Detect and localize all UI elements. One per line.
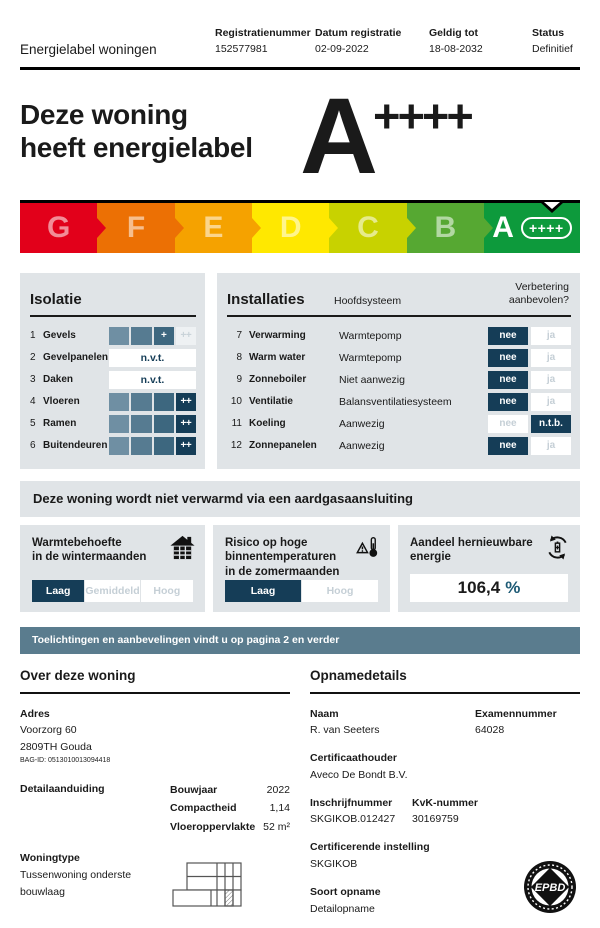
score-bar (109, 437, 196, 455)
isolatie-row-gevels (30, 327, 196, 345)
row-label: Daken (43, 374, 109, 385)
advice-pill-ja: ja (531, 437, 571, 455)
row-number: 5 (30, 418, 43, 429)
header-field-status (532, 26, 580, 58)
scale-band-f (97, 203, 174, 253)
warmtebehoefte-box (20, 525, 205, 612)
isolatie-row-daken (30, 371, 196, 389)
scale-band-d (252, 203, 329, 253)
adres-line1: Voorzorg 60 (20, 722, 290, 739)
score-cell (131, 415, 151, 433)
adres-line2: 2809TH Gouda (20, 739, 290, 756)
field-label: Geldig tot (429, 26, 532, 42)
fact-value: 52 m² (263, 818, 290, 836)
band-plus-badge: ++++ (521, 217, 572, 239)
advice-pills (488, 393, 571, 411)
scale-pointer-inner (544, 202, 560, 209)
band-letter: F (127, 211, 145, 245)
opnamedetails-column (310, 668, 580, 928)
section-title: Over deze woning (20, 668, 290, 694)
field-value: 18-08-2032 (429, 42, 532, 58)
advice-pill-ja: ja (531, 327, 571, 345)
advice-pill-ja: ja (531, 371, 571, 389)
risico-toggle (225, 580, 378, 602)
row-label: Ramen (43, 418, 109, 429)
row-label: Koeling (249, 418, 339, 429)
installaties-title: Installaties (227, 291, 305, 308)
column-hoofdsysteem: Hoofdsysteem (334, 295, 401, 307)
naam-row (310, 706, 580, 740)
row-system: Aanwezig (339, 418, 488, 430)
isolatie-row-ramen (30, 415, 196, 433)
rating-plusses: ++++ (373, 92, 471, 139)
field-label: Registratienummer (215, 26, 315, 42)
advice-pills (488, 349, 571, 367)
score-cell (131, 393, 151, 411)
house-icon (169, 534, 196, 566)
header-field-geldig-tot (429, 26, 532, 58)
band-letter: A (492, 211, 514, 245)
scale-band-c (329, 203, 406, 253)
fact-label: Bouwjaar (170, 781, 267, 799)
fact-value: 1,14 (270, 799, 290, 817)
isolatie-header (30, 284, 196, 308)
advice-pills (488, 437, 571, 455)
energy-rating (300, 92, 471, 184)
score-cell (131, 437, 151, 455)
over-deze-woning-column (20, 668, 290, 928)
isolatie-rows (30, 327, 196, 455)
fact-row-compactheid (170, 799, 290, 817)
advice-pills (488, 327, 571, 345)
examennummer-cell: Examennummer 64028 (475, 706, 580, 740)
score-cell (154, 415, 174, 433)
renewable-energy-icon (544, 534, 571, 566)
bag-id: BAG-ID: 0513010013094418 (20, 757, 290, 764)
row-number: 11 (227, 418, 242, 429)
fact-label: Vloeroppervlakte (170, 818, 263, 836)
nvt-indicator: n.v.t. (109, 371, 196, 389)
row-label: Warm water (249, 352, 339, 363)
certificaathouder-row (310, 750, 580, 784)
note-strip: Toelichtingen en aanbevelingen vindt u op pagina 2 en verder (20, 627, 580, 654)
score-bar (109, 327, 196, 345)
gas-connection-banner: Deze woning wordt niet verwarmd via een aardgasaansluiting (20, 481, 580, 517)
advice-pill-nee: nee (488, 393, 528, 411)
toggle-option-hoog: Hoog (302, 580, 378, 602)
score-cell (109, 327, 129, 345)
renewable-value-number: 106,4 (458, 578, 501, 598)
fact-row-vloeroppervlakte (170, 818, 290, 836)
adres-label: Adres (20, 706, 290, 723)
row-number: 3 (30, 374, 43, 385)
hero-section (20, 92, 580, 184)
detail-row (20, 781, 290, 836)
advice-pill-nee: nee (488, 437, 528, 455)
band-letter: E (203, 211, 223, 245)
woningtype-line1: Tussenwoning onderste (20, 867, 170, 884)
advice-pill-ja: ja (531, 393, 571, 411)
score-cell: ++ (176, 437, 196, 455)
advice-pill-ntb: n.t.b. (531, 415, 571, 433)
energy-scale (20, 200, 580, 253)
isolatie-row-gevelpanelen (30, 349, 196, 367)
score-bar (109, 415, 196, 433)
advice-pill-ja: ja (531, 349, 571, 367)
isolatie-row-buitendeuren (30, 437, 196, 455)
isolatie-panel (20, 273, 205, 469)
score-cell (154, 437, 174, 455)
installatie-row-zonnepanelen (227, 437, 571, 455)
toggle-option-hoog: Hoog (141, 580, 193, 602)
woningtype-line2: bouwlaag (20, 884, 170, 901)
section-title: Opnamedetails (310, 668, 580, 694)
hernieuwbare-energie-box (398, 525, 580, 612)
rating-letter: A (300, 92, 373, 181)
installaties-panel (217, 273, 580, 469)
row-system: Niet aanwezig (339, 374, 488, 386)
header-field-datum-registratie (315, 26, 429, 58)
dwelling-diagram-icon (170, 860, 250, 915)
renewable-value (410, 574, 568, 602)
field-label: Status (532, 26, 580, 42)
field-value: Definitief (532, 42, 580, 58)
nvt-indicator: n.v.t. (109, 349, 196, 367)
row-number: 1 (30, 330, 43, 341)
thermometer-warning-icon (355, 534, 381, 565)
band-letter: G (47, 211, 70, 245)
row-label: Vloeren (43, 396, 109, 407)
advice-pill-nee: nee (488, 349, 528, 367)
row-label: Gevels (43, 330, 109, 341)
renewable-value-unit: % (505, 578, 520, 598)
row-label: Gevelpanelen (43, 352, 109, 363)
row-label: Zonneboiler (249, 374, 339, 385)
divider (227, 315, 571, 317)
divider (30, 315, 196, 317)
scale-band-g (20, 203, 97, 253)
facts-table (170, 781, 290, 836)
field-label: Datum registratie (315, 26, 429, 42)
woningtype-label: Woningtype (20, 850, 170, 867)
svg-text:EPBD: EPBD (535, 882, 566, 894)
row-number: 9 (227, 374, 242, 385)
band-letter: B (434, 211, 456, 245)
warmte-toggle (32, 580, 193, 602)
woningtype-row (20, 850, 290, 915)
installaties-header (227, 284, 571, 308)
score-cell: + (154, 327, 174, 345)
row-system: Warmtepomp (339, 330, 488, 342)
isolatie-row-vloeren (30, 393, 196, 411)
advice-pill-nee: nee (488, 371, 528, 389)
inschrijfnummer-cell: Inschrijfnummer SKGIKOB.012427 (310, 795, 410, 829)
score-cell (131, 327, 151, 345)
soort-opname-cell: Soort opname Detailopname (310, 884, 381, 918)
scale-band-e (175, 203, 252, 253)
isolatie-title: Isolatie (30, 291, 82, 308)
score-cell (109, 393, 129, 411)
scale-bands (20, 203, 580, 253)
row-label: Verwarming (249, 330, 339, 341)
field-value: 152577981 (215, 42, 315, 58)
naam-cell: Naam R. van Seeters (310, 706, 475, 740)
row-label: Ventilatie (249, 396, 339, 407)
fact-row-bouwjaar (170, 781, 290, 799)
detail-panels (20, 273, 580, 469)
score-cell (109, 437, 129, 455)
advice-pill-nee: nee (488, 327, 528, 345)
document-header (20, 0, 580, 70)
row-number: 4 (30, 396, 43, 407)
row-number: 8 (227, 352, 242, 363)
band-letter: D (280, 211, 302, 245)
score-cell (154, 393, 174, 411)
installatie-row-ventilatie (227, 393, 571, 411)
installatie-row-koeling (227, 415, 571, 433)
row-number: 10 (227, 396, 242, 407)
document-title: Energielabel woningen (20, 42, 215, 58)
kvk-cell: KvK-nummer 30169759 (410, 795, 580, 829)
box-title: Warmtebehoefte in de wintermaanden (32, 536, 193, 565)
installatie-row-verwarming (227, 327, 571, 345)
score-cell (109, 415, 129, 433)
advice-pills (488, 415, 571, 433)
scale-band-a (484, 203, 580, 253)
score-bar (109, 393, 196, 411)
column-verbetering: Verbetering aanbevolen? (509, 281, 569, 308)
instelling-cell: Certificerende instelling SKGIKOB (310, 839, 430, 873)
row-number: 12 (227, 440, 242, 451)
toggle-option-laag: Laag (32, 580, 84, 602)
row-system: Balansventilatiesysteem (339, 396, 488, 408)
epbd-stamp-icon (522, 859, 578, 920)
info-boxes (20, 525, 580, 612)
band-letter: C (357, 211, 379, 245)
row-number: 2 (30, 352, 43, 363)
risico-box (213, 525, 390, 612)
header-field-registratienummer (215, 26, 315, 58)
row-system: Aanwezig (339, 440, 488, 452)
box-title: Risico op hoge binnentemperaturen in de zomermaanden (225, 536, 378, 580)
score-cell: ++ (176, 415, 196, 433)
advice-pills (488, 371, 571, 389)
installaties-rows (227, 327, 571, 455)
toggle-option-gemiddeld: Gemiddeld (85, 580, 139, 602)
installatie-row-zonneboiler (227, 371, 571, 389)
hero-title: Deze woning heeft energielabel (20, 92, 300, 184)
installatie-row-warm-water (227, 349, 571, 367)
bottom-section (20, 668, 580, 928)
row-system: Warmtepomp (339, 352, 488, 364)
fact-label: Compactheid (170, 799, 270, 817)
woningtype-block (20, 850, 170, 915)
score-cell: ++ (176, 393, 196, 411)
score-cell: ++ (176, 327, 196, 345)
detailaanduiding-label: Detailaanduiding (20, 781, 170, 836)
inschrijfnummer-row (310, 795, 580, 829)
row-number: 7 (227, 330, 242, 341)
advice-pill-nee: nee (488, 415, 528, 433)
fact-value: 2022 (267, 781, 290, 799)
box-title: Aandeel hernieuwbare energie (410, 536, 568, 565)
scale-band-b (407, 203, 484, 253)
row-label: Zonnepanelen (249, 440, 339, 451)
field-value: 02-09-2022 (315, 42, 429, 58)
row-number: 6 (30, 440, 43, 451)
certificaathouder-cell: Certificaathouder Aveco De Bondt B.V. (310, 750, 407, 784)
row-label: Buitendeuren (43, 440, 109, 451)
toggle-option-laag: Laag (225, 580, 301, 602)
